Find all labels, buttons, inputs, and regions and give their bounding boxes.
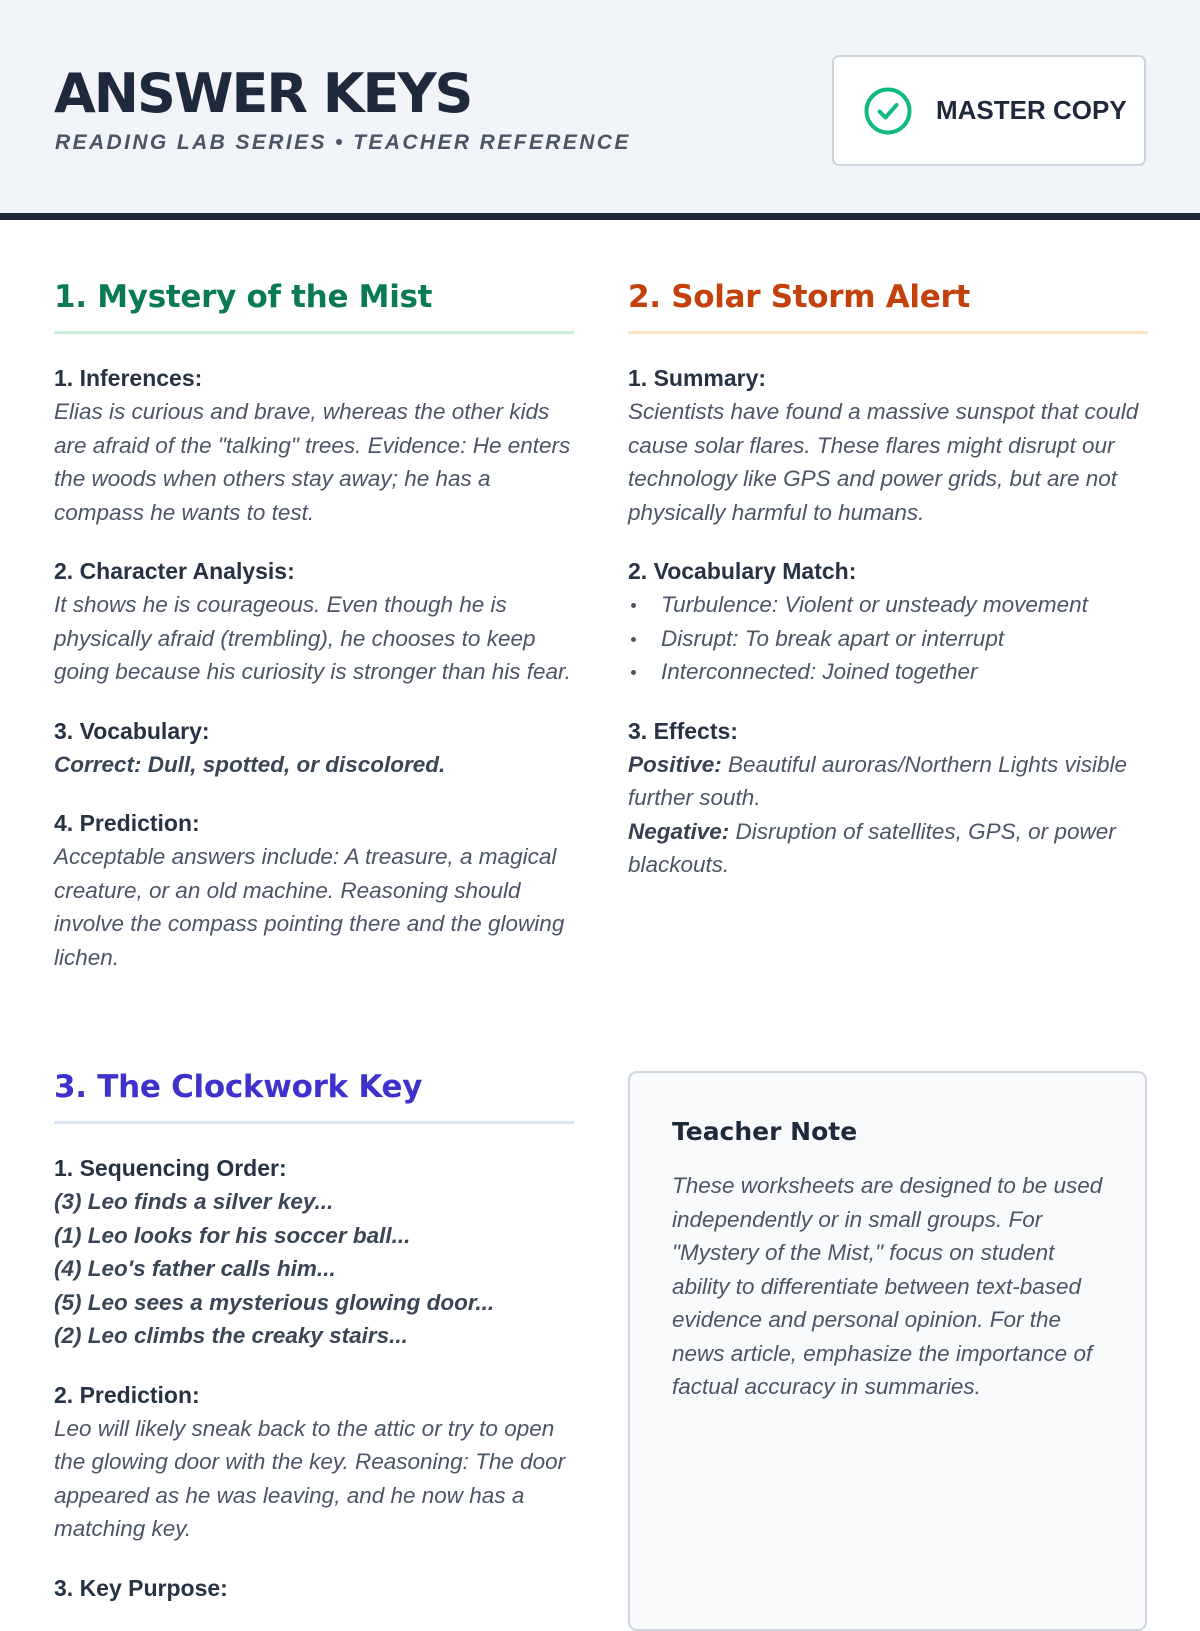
list-item: Disrupt: To break apart or interrupt bbox=[628, 622, 1148, 656]
positive-text: Beautiful auroras/Northern Lights visible further south. bbox=[628, 751, 1127, 810]
question-label: 1. Inferences: bbox=[54, 365, 203, 391]
sequence-step: (3) Leo finds a silver key... bbox=[54, 1189, 334, 1214]
sequence-step: (1) Leo looks for his soccer ball... bbox=[54, 1222, 411, 1248]
section-the-clockwork-key bbox=[54, 1062, 574, 1605]
question-label: 2. Prediction: bbox=[54, 1381, 200, 1408]
page-subtitle: READING LAB SERIES • TEACHER REFERENCE bbox=[55, 131, 631, 154]
sequence-step: (2) Leo climbs the creaky stairs... bbox=[54, 1323, 408, 1348]
teacher-note-body: These worksheets are designed to be used independently or in small groups. For "Mystery of the Mist," focus on student ability to differentiate between text-based evidence and personal opinion. For the news article, emphasize the importance of factual accuracy in summaries. bbox=[672, 1173, 1103, 1399]
answer-text: It shows he is courageous. Even though he is physically afraid (trembling), he chooses to keep going because his curiosity is stronger than his fear. bbox=[54, 592, 571, 684]
question-label: 3. Vocabulary: bbox=[54, 717, 210, 744]
section-solar-storm-alert bbox=[628, 272, 1148, 882]
answer-text: Elias is curious and brave, whereas the other kids are afraid of the "talking" trees. Evidence: He enters the woods when others stay away; he has a compass he wants to test. bbox=[54, 399, 571, 525]
section-title: 1. Mystery of the Mist bbox=[54, 272, 574, 334]
list-item: Turbulence: Violent or unsteady movement bbox=[628, 588, 1148, 622]
positive-label: Positive: bbox=[628, 751, 722, 777]
answer-text: Acceptable answers include: A treasure, a magical creature, or an old machine. Reasoning should involve the compass pointing there and the glowing lichen. bbox=[54, 844, 565, 970]
answer-item bbox=[628, 715, 1148, 882]
section-mystery-of-the-mist bbox=[54, 272, 574, 974]
answer-item bbox=[54, 807, 574, 974]
sequence-step: (4) Leo's father calls him... bbox=[54, 1256, 336, 1281]
negative-label: Negative: bbox=[628, 818, 730, 844]
question-label: 3. Key Purpose: bbox=[54, 1574, 228, 1601]
page-title: ANSWER KEYS bbox=[54, 62, 472, 125]
question-label: 1. Summary: bbox=[628, 365, 767, 391]
question-label: 3. Effects: bbox=[628, 717, 738, 744]
badge-label: MASTER COPY bbox=[936, 95, 1127, 125]
answer-text: Correct: Dull, spotted, or discolored. bbox=[54, 751, 446, 777]
answer-item bbox=[628, 362, 1148, 529]
negative-text: Disruption of satellites, GPS, or power blackouts. bbox=[628, 818, 1116, 877]
question-label: 2. Vocabulary Match: bbox=[628, 558, 857, 584]
teacher-note-title: Teacher Note bbox=[672, 1117, 858, 1146]
negative-effect bbox=[628, 815, 1148, 882]
answer-text: Scientists have found a massive sunspot that could cause solar flares. These flares might disrupt our technology like GPS and power grids, but are not physically harmful to humans. bbox=[628, 399, 1139, 525]
list-item: Interconnected: Joined together bbox=[628, 655, 1148, 689]
answer-item bbox=[54, 715, 574, 782]
check-circle-icon bbox=[863, 86, 913, 136]
question-label: 1. Sequencing Order: bbox=[54, 1155, 287, 1181]
question-label: 2. Character Analysis: bbox=[54, 558, 295, 584]
answer-item bbox=[54, 362, 574, 529]
teacher-note-box bbox=[628, 1071, 1147, 1631]
positive-effect bbox=[628, 748, 1148, 815]
section-title: 3. The Clockwork Key bbox=[54, 1062, 574, 1124]
page-header bbox=[0, 0, 1200, 220]
answer-item bbox=[54, 1152, 574, 1353]
section-title: 2. Solar Storm Alert bbox=[628, 272, 1148, 334]
answer-item bbox=[54, 555, 574, 689]
sequence-step: (5) Leo sees a mysterious glowing door... bbox=[54, 1289, 495, 1315]
master-copy-badge bbox=[832, 55, 1146, 166]
answer-item bbox=[54, 1379, 574, 1546]
vocabulary-list bbox=[628, 588, 1148, 689]
question-label: 4. Prediction: bbox=[54, 810, 200, 836]
answer-text: Leo will likely sneak back to the attic or try to open the glowing door with the key. Reasoning: The door appeared as he was leaving, and he now has a matching key. bbox=[54, 1415, 566, 1541]
answer-item bbox=[628, 555, 1148, 689]
